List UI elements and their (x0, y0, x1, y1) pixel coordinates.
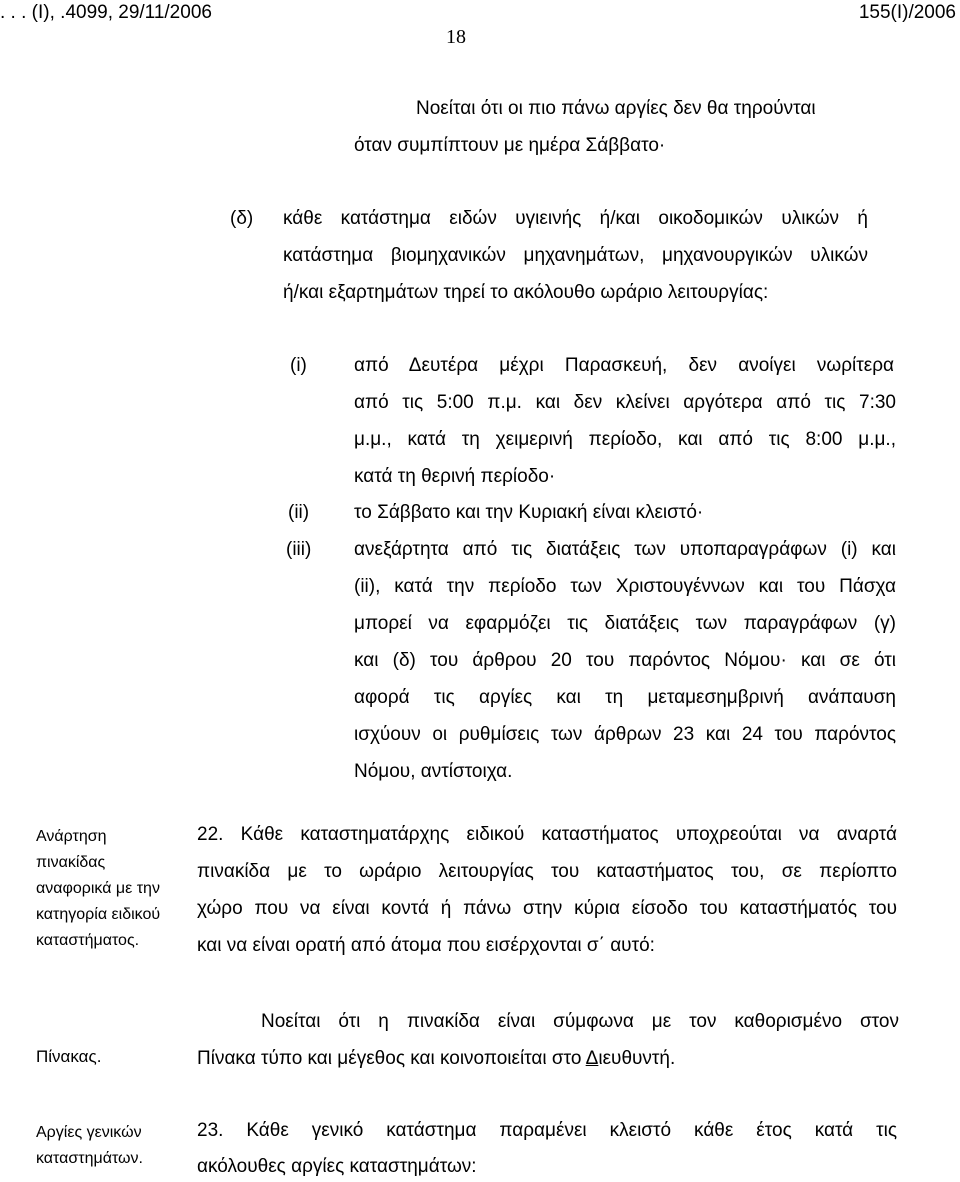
note1-line1: Νοείται ότι οι πιο πάνω αργίες δεν θα τηρούνται (416, 98, 816, 119)
sub-iii-line4: και (δ) του άρθρου 20 του παρόντος Νόμου· και σε ότι (354, 650, 896, 671)
sec22-line3: χώρο που να είναι κοντά ή πάνω στην κύρια είσοδο του καταστήματός του (197, 898, 897, 919)
sub-iii-line1: ανεξάρτητα από τις διατάξεις των υποπαραγράφων (i) και (354, 539, 896, 560)
sub-ii-label: (ii) (288, 502, 310, 523)
sub-iii-label: (iii) (286, 539, 312, 560)
sub-i-line4: κατά τη θερινή περίοδο· (354, 466, 556, 487)
sub-i-line2: από τις 5:00 π.μ. και δεν κλείνει αργότερα από τις 7:30 (354, 392, 896, 413)
sub-iii-line3: μπορεί να εφαρμόζει τις διατάξεις των παραγράφων (γ) (354, 613, 896, 634)
sec23-line1: 23. Κάθε γενικό κατάστημα παραμένει κλειστό κάθε έτος κατά τις (197, 1120, 897, 1141)
sub-iii-line7: Νόμου, αντίστοιχα. (354, 761, 513, 782)
gazette-reference: . . . (I), .4099, 29/11/2006 (0, 2, 212, 23)
para-d-label: (δ) (230, 208, 254, 229)
note2-line1: Νοείται ότι η πινακίδα είναι σύμφωνα με τον καθορισμένο στον (261, 1011, 899, 1032)
note2-line2 (197, 1048, 675, 1070)
sub-iii-line6: ισχύουν οι ρυθμίσεις των άρθρων 23 και 24 του παρόντος (354, 724, 896, 745)
sec22-line2: πινακίδα με το ωράριο λειτουργίας του καταστήματος του, σε περίοπτο (197, 861, 897, 882)
sub-i-label: (i) (290, 355, 307, 376)
sec23-margin-note (36, 1120, 143, 1172)
sec22-margin-line: πινακίδας (36, 854, 106, 871)
sec22-line1: 22. Κάθε καταστηματάρχης ειδικού καταστήματος υποχρεούται να αναρτά (197, 824, 897, 845)
note2-margin: Πίνακας. (36, 1047, 102, 1066)
sec22-line4: και να είναι ορατή από άτομα που εισέρχονται σ΄ αυτό: (197, 935, 655, 956)
para-d-line1: κάθε κατάστημα ειδών υγιεινής ή/και οικοδομικών υλικών ή (283, 208, 868, 229)
law-number: 155(I)/2006 (858, 2, 956, 23)
sec22-margin-line: καταστήματος. (36, 932, 140, 949)
sub-iii-line2: (ii), κατά την περίοδο των Χριστουγέννων και του Πάσχα (354, 576, 896, 597)
para-d-line3: ή/και εξαρτημάτων τηρεί το ακόλουθο ωράριο λειτουργίας: (283, 282, 769, 303)
sec23-margin-line: Αργίες γενικών (36, 1124, 142, 1141)
note1-line2: όταν συμπίπτουν με ημέρα Σάββατο· (354, 135, 666, 156)
sec22-margin-line: αναφορικά με την (36, 880, 160, 897)
sub-ii-line1: το Σάββατο και την Κυριακή είναι κλειστό· (354, 502, 704, 523)
sec22-margin-line: Ανάρτηση (36, 828, 107, 845)
note2-line2-underlined: Δ (585, 1048, 599, 1069)
sub-i-line1: από Δευτέρα μέχρι Παρασκευή, δεν ανοίγει νωρίτερα (354, 355, 894, 376)
sec23-margin-line: καταστημάτων. (36, 1150, 143, 1167)
sec23-line2: ακόλουθες αργίες καταστημάτων: (197, 1156, 477, 1177)
sec22-margin-line: κατηγορία ειδικού (36, 906, 161, 923)
para-d-line2: κατάστημα βιομηχανικών μηχανημάτων, μηχανουργικών υλικών (283, 245, 868, 266)
sub-i-line3: μ.μ., κατά τη χειμερινή περίοδο, και από τις 8:00 μ.μ., (354, 429, 896, 450)
note2-line2-suffix: ιευθυντή. (598, 1048, 676, 1069)
sec22-margin-note (36, 824, 160, 954)
note2-line2-prefix: Πίνακα τύπο και μέγεθος και κοινοποιείται στο (197, 1048, 586, 1069)
sub-iii-line5: αφορά τις αργίες και τη μεταμεσημβρινή ανάπαυση (354, 687, 896, 708)
page-number: 18 (446, 26, 466, 48)
